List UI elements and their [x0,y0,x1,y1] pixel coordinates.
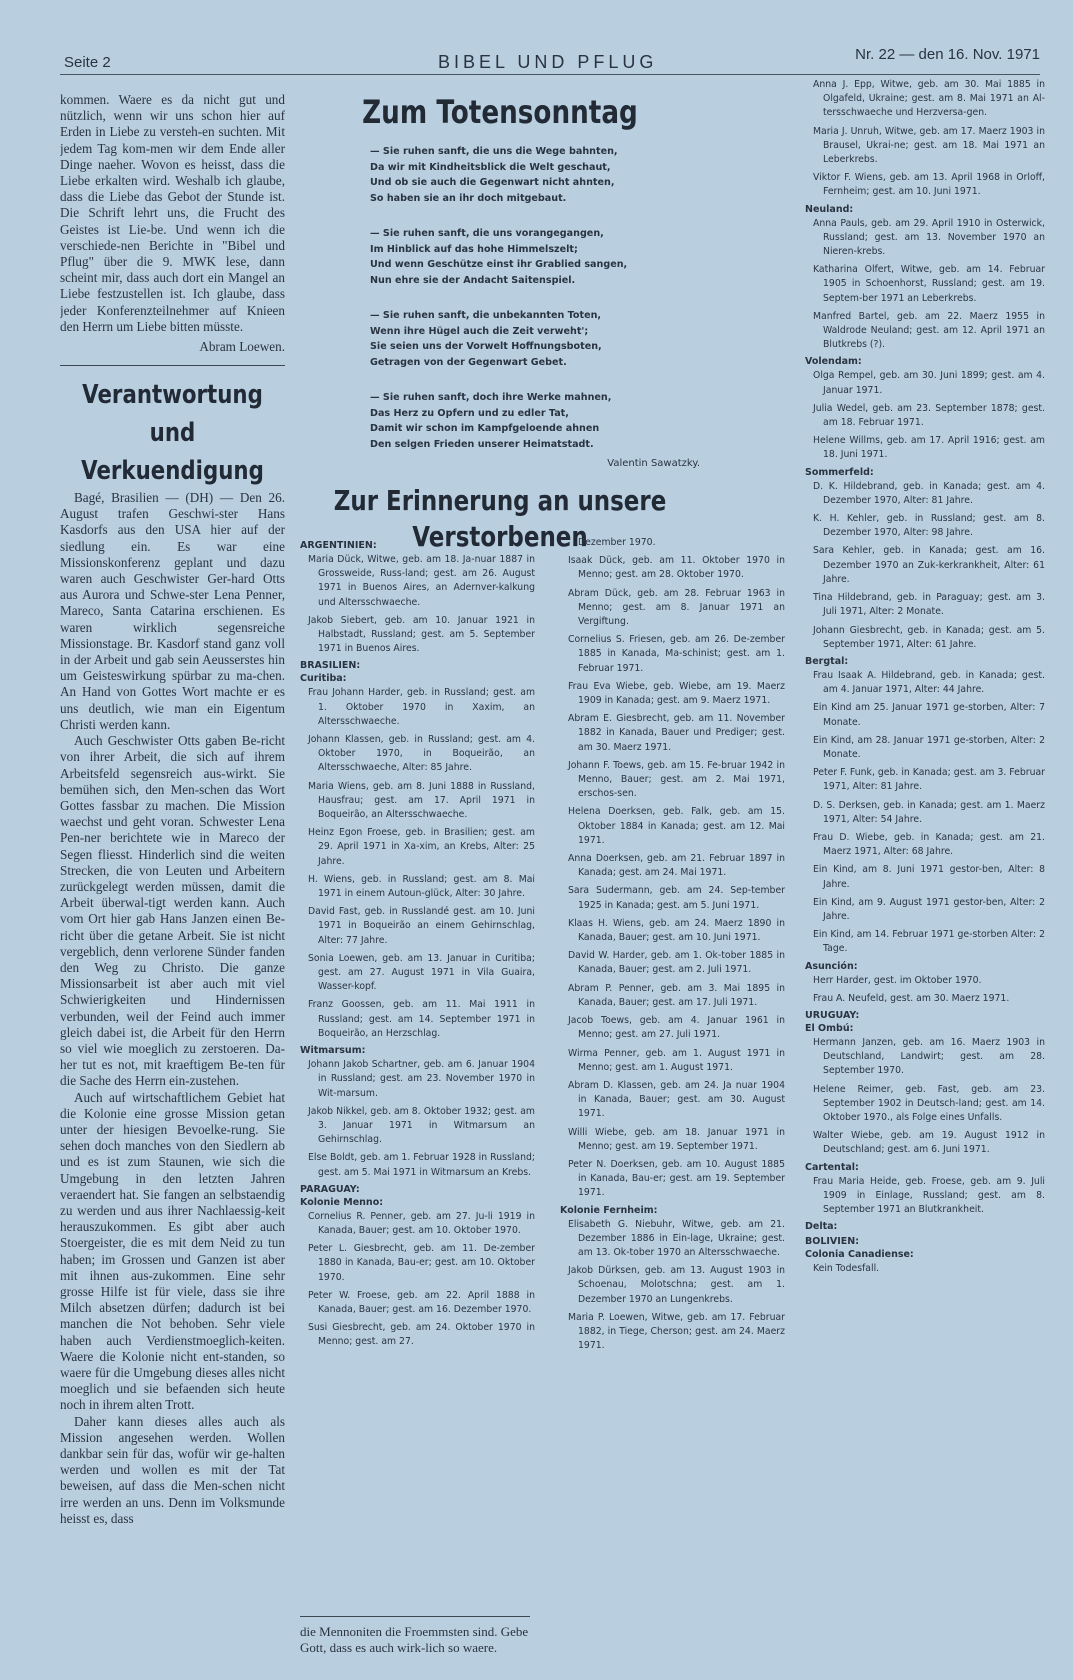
colony-heading: Colonia Canadiense: [805,1249,914,1261]
obituary-entry: Isaak Dück, geb. am 11. Oktober 1970 in Menno; gest. am 28. Oktober 1970. [568,555,785,581]
colony-heading: Cartental: [805,1161,859,1173]
colony-heading: Asunción: [805,960,858,972]
poem-stanza [370,226,700,288]
obituary-entry: Elisabeth G. Niebuhr, Witwe, geb. am 21. Dezember 1886 in Ein-lage, Ukraine; gest. am 13. Ok-tober 1970 an Altersschwaeche. [568,1218,785,1258]
obituary-entry: Susi Giesbrecht, geb. am 24. Oktober 1970 in Menno; gest. am 27. [308,1322,535,1348]
obituary-entry: Frau A. Neufeld, gest. am 30. Maerz 1971. [813,992,1010,1004]
obituary-column-3 [805,78,1045,1678]
obituary-entry: Jakob Nikkel, geb. am 8. Oktober 1932; gest. am 3. Januar 1971 in Witmarsum an Gehirnschlag. [308,1105,535,1146]
article-paragraph-1: Bagé, Brasilien — (DH) — Den 26. August trafen Geschwi-ster Hans Kasdorfs aus den USA hier auf der siedlung ein. Es war eine Missionskonferenz geplant und dazu waren auch Geschwister Ger-hard Otts aus Aurora und Schwe-ster Lena Penner, Mareco, Santa Catarina erschienen. Es waren wirklich segensreiche Missionstage. Br. Kasdorf stand ganz voll in der Arbeit und gab sein Aeusserstes hin um Geisteswirkung spürbar zu ma-chen. An Hand von Gottes Wort machte er es uns deutlich, wie man ein Eigentum Christi werden kann. [60,490,285,732]
poem-stanza [370,390,700,452]
obituary-entry: Helena Doerksen, geb. Falk, geb. am 15. Oktober 1884 in Kanada; gest. am 12. Mai 1971. [568,806,785,846]
article-paragraph-4: Daher kann dieses alles auch als Mission angesehen werden. Wollen dankbar sein für das, wofür wir ge-halten werden und wollen es mit der Tat beweisen, auf dass die Men-schen nicht irre werden an uns. Denn im Volksmunde heisst es, dass [60,1413,285,1526]
obituary-entry: Heinz Egon Froese, geb. in Brasilien; gest. am 29. April 1971 in Xa-xim, an Krebs, Alter: 25 Jahre. [308,827,535,867]
obituary-entry: Jakob Siebert, geb. am 10. Januar 1921 in Halbstadt, Russland; gest. am 5. September 1971 in Buenos Aires. [308,614,535,655]
obituary-entry: Herr Harder, gest. im Oktober 1970. [813,974,982,986]
obituary-entry: Julia Wedel, geb. am 23. September 1878; gest. am 18. Februar 1971. [813,402,1045,429]
obituary-entry: D. K. Hildebrand, geb. in Kanada; gest. am 4. Dezember 1970, Alter: 81 Jahre. [813,480,1045,506]
obituary-entry: Ein Kind, am 28. Januar 1971 ge-storben, Alter: 2 Monate. [813,734,1045,760]
intro-signature: Abram Loewen. [199,339,285,355]
obituary-entry: Peter F. Funk, geb. in Kanada; gest. am 3. Februar 1971, Alter: 81 Jahre. [813,767,1045,793]
obituary-entry: David Fast, geb. in Russlandé gest. am 10. Juni 1971 in Boqueirão an einem Gehirnschlag, Alter: 77 Jahre. [308,906,535,946]
obituary-entry: Frau Eva Wiebe, geb. Wiebe, am 19. Maerz 1909 in Kanada; gest. am 9. Maerz 1971. [568,680,785,707]
obituary-entry: Walter Wiebe, geb. am 19. August 1912 in Deutschland; gest. am 6. Juni 1971. [813,1130,1045,1156]
poem-line: Im Hinblick auf das hohe Himmelszelt; [370,243,578,255]
obituary-entry: Kein Todesfall. [813,1263,880,1275]
obituary-entry: Peter W. Froese, geb. am 22. April 1888 in Kanada, Bauer; gest. am 16. Dezember 1970. [308,1289,535,1315]
poem-line: Wenn ihre Hügel auch die Zeit verweht'; [370,325,589,337]
obituary-entry: Sara Kehler, geb. in Kanada; gest. am 16. Dezember 1970 an Zuk-kerkrankheit, Alter: 61 Jahre. [813,545,1045,585]
colony-heading: Volendam: [805,356,862,368]
footnote-text: die Mennoniten die Froemmsten sind. Gebe Gott, dass es auch wirk-lich so waere. [300,1624,529,1655]
obituary-entry: Ein Kind, am 9. August 1971 gestor-ben, Alter: 2 Jahre. [813,896,1045,922]
obituary-entry: Katharina Olfert, Witwe, geb. am 14. Februar 1905 in Schoenhorst, Russland; gest. am 19. Septem-ber 1971 an Leberkrebs. [813,264,1045,304]
issue-date: Nr. 22 — den 16. Nov. 1971 [855,46,1040,63]
colony-heading: Delta: [805,1221,838,1233]
obituary-entry: Helene Reimer, geb. Fast, geb. am 23. September 1902 in Deutsch-land; gest. am 14. Oktober 1970., als Folge eines Unfalls. [813,1083,1045,1123]
memorial-title: Zur Erinnerung an unsere Verstorbenen [333,484,667,553]
obituary-column-2 [560,536,785,1357]
colony-heading: Kolonie Menno: [300,1196,384,1208]
obituary-column-1 [300,536,535,1354]
poem-line: Und ob sie auch die Gegenwart nicht ahnten, [370,177,615,188]
poem-line: — Sie ruhen sanft, doch ihre Werke mahnen, [370,392,612,403]
country-heading: URUGUAY: [805,1009,860,1021]
obituary-entry: Frau Maria Heide, geb. Froese, geb. am 9. Juli 1909 in Einlage, Russland; gest. am 8. September 1971 an Blutkrankheit. [813,1175,1045,1215]
obituary-entry: Wirma Penner, geb. am 1. August 1971 in Menno; gest. am 1. August 1971. [568,1047,785,1073]
poem-line: Getragen von der Gegenwart Gebet. [370,356,567,368]
poem-line: Da wir mit Kindheitsblick die Welt geschaut, [370,161,611,173]
article-paragraph-3: Auch auf wirtschaftlichem Gebiet hat die Kolonie eine grosse Mission getan unter der hiesigen Bevoelke-rung. Sie sehen doch manches von den Siedlern ab und es ist zum Staunen, wie sich die Umgebung in den letzten Jahren veraendert hat. Sie fangen an selbstaendig zu werden und aus ihrer Nachlaessig-keit herauszukommen. Es gibt aber auch Stoergeister, die es mit dem Neid zu tun haben; im Grossen und Ganzen ist aber mit ihnen aus-zukommen. Eine sehr grosse Hilfe ist für viele, dass sie ihre Milch absetzen dürfen; dadurch ist bei manchen die Not behoben. Sehr viele haben auch Verdienstmoeglich-keiten. Waere die Kolonie nicht ent-standen, so waere für die Umgebung dieses alles nicht moeglich und sie befaenden sich heute noch in ihrem alten Trott. [60,1089,285,1413]
obituary-entry: Franz Goossen, geb. am 11. Mai 1911 in Russland; gest. am 14. September 1971 in Boqueirão, an Herzschlag. [308,999,535,1039]
colony-heading: Bergtal: [805,655,849,667]
obituary-entry: Maria J. Unruh, Witwe, geb. am 17. Maerz 1903 in Brausel, Ukrai-ne; gest. am 18. Mai 1971 an Leberkrebs. [813,125,1045,166]
poem-block [300,92,700,555]
obituary-entry: Abram E. Giesbrecht, geb. am 11. November 1882 in Kanada, Bauer und Prediger; gest. am 30. Maerz 1971. [568,713,785,753]
country-heading: BRASILIEN: [300,660,361,672]
colony-heading: Curitiba: [300,673,347,685]
article-heading-line2: Verkuendigung [81,456,264,487]
country-heading: BOLIVIEN: [805,1236,860,1248]
obituary-entry: Maria P. Loewen, Witwe, geb. am 17. Februar 1882, in Tiege, Cherson; gest. am 24. Maerz 1971. [568,1311,785,1352]
poem-line: Und wenn Geschütze einst ihr Grablied sangen, [370,259,628,270]
obituary-entry: Ein Kind, am 8. Juni 1971 gestor-ben, Alter: 8 Jahre. [813,864,1045,890]
poem-line: Sie seien uns der Vorwelt Hoffnungsboten, [370,341,602,352]
poem-line: Damit wir schon im Kampfgeloende ahnen [370,423,600,434]
colony-heading: Neuland: [805,203,854,215]
article-paragraph-2: Auch Geschwister Otts gaben Be-richt von ihrer Arbeit, die sich auf ihrem Arbeitsfeld segensreich aus-wirkt. Sie bemühen sich, den Men-schen das Wort Gottes fassbar zu machen. Die Mission waechst und geht voran. Schwester Lena Pen-ner berichtete wie in Mareco der Segen fliesst. Hinderlich sind die weiten Strecken, die von Leuten und Arbeitern zurückgelegt werden müssen, damit die Arbeit überwal-tigt werden kann. Auch vom Ort hier gab Hans Janzen einen Be-richt über die getane Arbeit. Sie ist nicht vergeblich, denn verlorene Sünder fanden den Weg zu Christo. Die ganze Missionsarbeit ist aber auch mit viel Schwierigkeiten und Hindernissen verbunden, weil der Feind auch immer gleich dabei ist, die Arbeit für den Herrn so viel wie moeglich zu zerstoeren. Da-her tut es not, mit kraeftigem Be-ten für die Sache des Herrn ein-zustehen. [60,733,285,1089]
obituary-entry: Manfred Bartel, geb. am 22. Maerz 1955 in Waldrode Neuland; gest. am 12. April 1971 an Blutkrebs (?). [813,310,1045,351]
colony-heading: Kolonie Fernheim: [560,1204,658,1216]
obituary-entry: Anna Doerksen, geb. am 21. Februar 1897 in Kanada; gest. am 24. Mai 1971. [568,853,785,879]
obituary-entry: Jacob Toews, geb. am 4. Januar 1961 in Menno; gest. am 27. Juli 1971. [568,1015,785,1041]
obituary-entry: Anna J. Epp, Witwe, geb. am 30. Mai 1885 in Olgafeld, Ukraine; gest. am 8. Mai 1971 an Al-tersschwaeche und Herzversa-gen. [813,79,1045,119]
obituary-entry: Abram P. Penner, geb. am 3. Mai 1895 in Kanada, Bauer; gest. am 17. Juli 1971. [568,982,785,1008]
poem-line: So haben sie an ihr doch mitgebaut. [370,192,567,204]
obituary-entry: Frau Johann Harder, geb. in Russland; gest. am 1. Oktober 1970 in Xaxim, an Altersschwaeche. [308,687,535,727]
obituary-entry: Frau Isaak A. Hildebrand, geb. in Kanada; gest. am 4. Januar 1971, Alter: 44 Jahre. [813,669,1045,696]
poem-author: Valentin Sawatzky. [607,458,700,469]
poem-title: Zum Totensonntag [362,93,638,131]
colony-heading: El Ombú: [805,1022,854,1034]
obituary-entry: David W. Harder, geb. am 1. Ok-tober 1885 in Kanada, Bauer; gest. am 2. Juli 1971. [568,950,785,976]
colony-heading: Witmarsum: [300,1045,366,1057]
country-heading: PARAGUAY: [300,1183,360,1195]
obituary-entry: Abram D. Klassen, geb. am 24. Ja nuar 1904 in Kanada, Bauer; gest. am 30. August 1971. [568,1079,785,1120]
obituary-entry: Olga Rempel, geb. am 30. Juni 1899; gest. am 4. Januar 1971. [813,370,1045,396]
intro-paragraph: kommen. Waere es da nicht gut und nützlich, wenn wir uns schon hier auf Erden in Liebe zu versteh-en suchten. Mit jedem Tag kom-men wir dem Ende aller Dinge naeher. Wovon es heisst, dass die Liebe erkalten wird. Weshalb ich glaube, dass die Liebe das Gebot der Stunde ist. Die Schrift lehrt uns, die Frucht des Geistes ist Lie-be. Und wenn ich die verschiede-nen Berichte in "Bibel und Pflug" über die 9. MWK lese, dann scheint mir, dass auch dort ein Mangel an Liebe festzustellen ist. Ich glaube, dass jeder Konferenzteilnehmer auf Knieen den Herrn um Liebe bitten müsste. [60,92,285,334]
poem-line: — Sie ruhen sanft, die uns vorangegangen, [370,228,604,239]
obituary-entry: Johann Klassen, geb. in Russland; gest. am 4. Oktober 1970, in Boqueirão, an Altersschwaeche, Alter: 85 Jahre. [308,734,535,774]
obituary-entry: Maria Dück, Witwe, geb. am 18. Ja-nuar 1887 in Grossweide, Russ-land; gest. am 26. August 1971 in Buenos Aires, an Adernver-kalkung und Altersschwaeche. [308,554,535,608]
obituary-entry: Peter L. Giesbrecht, geb. am 11. De-zember 1880 in Kanada, Bau-er; gest. am 10. Oktober 1970. [308,1243,535,1283]
poem-stanzas [300,144,700,452]
obituary-entry: Abram Dück, geb. am 28. Februar 1963 in Menno; gest. am 8. Januar 1971 an Vergiftung. [568,587,785,628]
obituary-entry: Sara Sudermann, geb. am 24. Sep-tember 1925 in Kanada; gest. am 5. Juni 1971. [568,885,785,911]
poem-line: — Sie ruhen sanft, die uns die Wege bahnten, [370,146,618,157]
obituary-entry: Willi Wiebe, geb. am 18. Januar 1971 in Menno; gest. am 19. September 1971. [568,1126,785,1152]
left-column [60,92,285,1677]
obituary-entry: Frau D. Wiebe, geb. in Kanada; gest. am 21. Maerz 1971, Alter: 68 Jahre. [813,831,1045,858]
obituary-entry: Maria Wiens, geb. am 8. Juni 1888 in Russland, Hausfrau; gest. am 17. April 1971 in Boqueirão, an Altersschwaeche. [308,780,535,821]
obituary-entry: Cornelius S. Friesen, geb. am 26. De-zember 1885 in Kanada, Ma-schinist; gest. am 1. Februar 1971. [568,634,785,674]
divider [300,1616,530,1617]
obituary-entry: Johann Giesbrecht, geb. in Kanada; gest. am 5. September 1971, Alter: 61 Jahre. [813,624,1045,650]
obituary-entry: Sonia Loewen, geb. am 13. Januar in Curitiba; gest. am 27. August 1971 in Vila Guaira, Wasser-kopf. [308,952,535,993]
obituary-entry: Johann Jakob Schartner, geb. am 6. Januar 1904 in Russland; gest. am 23. November 1970 in Wit-marsum. [308,1059,535,1099]
footnote [300,1624,535,1656]
divider [60,365,285,366]
colony-heading: Sommerfeld: [805,466,874,478]
obituary-entry: Tina Hildebrand, geb. in Paraguay; gest. am 3. Juli 1971, Alter: 2 Monate. [813,592,1045,618]
obituary-entry: Else Boldt, geb. am 1. Februar 1928 in Russland; gest. am 5. Mai 1971 in Witmarsum an Krebs. [308,1152,535,1178]
poem-stanza [370,308,700,370]
poem-line: Den selgen Frieden unserer Heimatstadt. [370,438,594,450]
obituary-entry: Helene Willms, geb. am 17. April 1916; gest. am 18. Juni 1971. [813,435,1045,461]
poem-stanza [370,144,700,206]
obituary-entry: Peter N. Doerksen, geb. am 10. August 1885 in Kanada, Bau-er; gest. am 19. September 1971. [568,1158,785,1199]
obituary-entry: D. S. Derksen, geb. in Kanada; gest. am 1. Maerz 1971, Alter: 54 Jahre. [813,799,1045,825]
obituary-entry: Klaas H. Wiens, geb. am 24. Maerz 1890 in Kanada, Bauer; gest. am 10. Juni 1971. [568,917,785,944]
poem-line: — Sie ruhen sanft, die unbekannten Toten, [370,310,602,321]
newspaper-title: BIBEL UND PFLUG [438,52,658,72]
country-heading: ARGENTINIEN: [300,540,377,551]
obituary-entry: Anna Pauls, geb. am 29. April 1910 in Osterwick, Russland; gest. am 13. November 1970 an Nieren-krebs. [813,217,1045,258]
poem-line: Nun ehre sie der Andacht Saitenspiel. [370,274,576,286]
obituary-entry: Ein Kind am 25. Januar 1971 ge-storben, Alter: 7 Monate. [813,702,1045,728]
poem-line: Das Herz zu Opfern und zu edler Tat, [370,407,569,419]
obituary-entry: H. Wiens, geb. in Russland; gest. am 8. Mai 1971 in einem Autoun-glück, Alter: 30 Jahre. [308,873,535,900]
article-heading-line1: Verantwortung und [82,380,263,449]
obituary-entry: Johann F. Toews, geb. am 15. Fe-bruar 1942 in Menno, Bauer; gest. am 2. Mai 1971, erschos-sen. [568,759,785,800]
obituary-entry: Dezember 1970. [578,537,656,548]
obituary-entry: K. H. Kehler, geb. in Russland; gest. am 8. Dezember 1970, Alter: 98 Jahre. [813,513,1045,539]
page-header [60,44,1040,75]
obituary-entry: Hermann Janzen, geb. am 16. Maerz 1903 in Deutschland, Landwirt; gest. am 28. September 1970. [813,1036,1045,1077]
obituary-entry: Cornelius R. Penner, geb. am 27. Ju-li 1919 in Kanada, Bauer; gest. am 10. Oktober 1970. [308,1210,535,1236]
obituary-entry: Ein Kind, am 14. Februar 1971 ge-storben Alter: 2 Tage. [813,929,1045,955]
page-number: Seite 2 [64,54,111,71]
obituary-entry: Viktor F. Wiens, geb. am 13. April 1968 in Orloff, Fernheim; gest. am 10. Juni 1971. [813,172,1045,198]
obituary-entry: Jakob Dürksen, geb. am 13. August 1903 in Schoenau, Molotschna; gest. am 1. Dezember 1970 an Lungenkrebs. [568,1265,785,1305]
